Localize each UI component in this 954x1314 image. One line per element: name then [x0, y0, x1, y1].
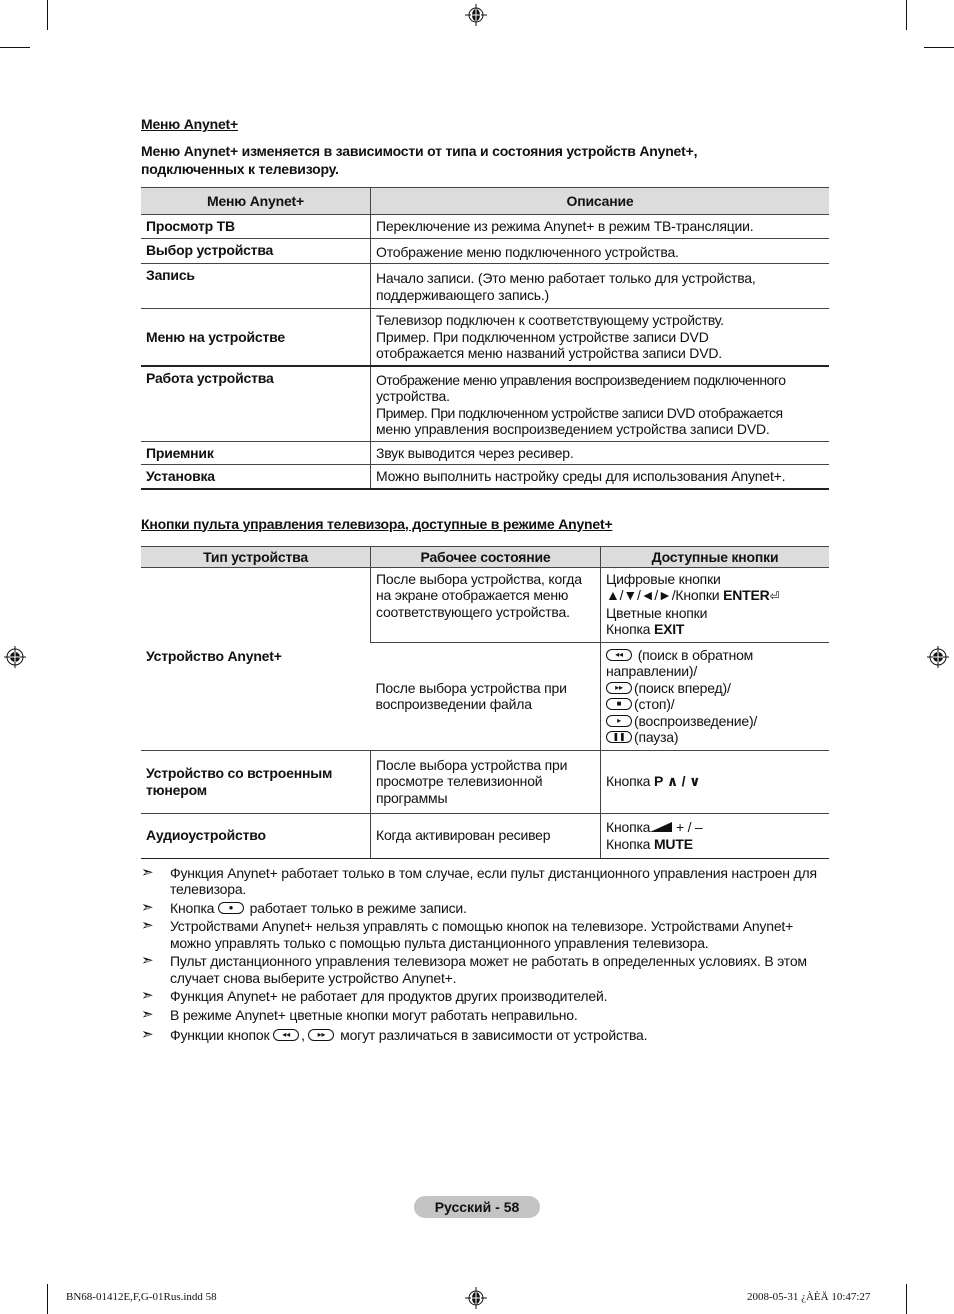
note-text: могут различаться в зависимости от устройства. [336, 1027, 648, 1043]
table-row [141, 264, 829, 309]
volume-icon [650, 822, 672, 832]
crop-mark [0, 47, 30, 48]
menu-item-name: Выбор устройства [141, 238, 371, 264]
menu-item-name: Запись [141, 264, 371, 309]
print-slug-timestamp: 2008-05-31 ¿ÀÈÄ 10:47:27 [747, 1291, 871, 1303]
table-header-row [141, 546, 829, 567]
note-item [141, 900, 829, 917]
menu-item-desc [371, 309, 830, 366]
note-arrow-icon: ➣ [141, 898, 154, 916]
button-line [606, 680, 824, 697]
desc-line: Начало записи. (Это меню работает только для устройства, [376, 270, 756, 286]
rewind-icon: ◂◂ [606, 649, 632, 661]
available-buttons [601, 813, 830, 858]
menu-item-name: Установка [141, 465, 371, 489]
note-item [141, 988, 829, 1005]
table-row [141, 567, 829, 642]
button-line [606, 819, 824, 836]
enter-button-label: ENTER [723, 587, 770, 603]
button-line: Цифровые кнопки [606, 570, 721, 587]
chevron-down-icon: ∨ [689, 773, 701, 790]
button-desc: (поиск вперед)/ [634, 679, 731, 696]
button-line [606, 647, 824, 680]
desc-line: отображается меню названий устройства записи DVD. [376, 345, 722, 361]
pause-icon: ❚❚ [606, 731, 632, 743]
desc-line: устройства. [376, 388, 450, 404]
chevron-up-icon: ∧ [666, 773, 678, 790]
note-item [141, 918, 829, 951]
page-number-badge: Русский - 58 [414, 1196, 540, 1218]
separator: / [677, 773, 690, 790]
crop-mark [924, 47, 954, 48]
note-item [141, 1007, 829, 1024]
table-row [141, 813, 829, 858]
menu-item-desc [371, 366, 830, 442]
anynet-menu-table [141, 187, 829, 490]
note-arrow-icon: ➣ [141, 863, 154, 881]
button-line [606, 621, 824, 638]
table-header-row [141, 188, 829, 215]
note-text: Функции кнопок [170, 1027, 274, 1043]
operating-state: После выбора устройства при воспроизведении файла [371, 642, 601, 750]
button-prefix: Кнопка [606, 819, 651, 835]
menu-item-desc: Переключение из режима Anynet+ в режим ТВ-трансляции. [371, 215, 830, 239]
registration-mark-icon [4, 646, 26, 668]
registration-mark-icon [465, 1287, 487, 1309]
operating-state: После выбора устройства при просмотре телевизионной программы [371, 750, 601, 813]
note-arrow-icon: ➣ [141, 952, 154, 969]
menu-item-name: Приемник [141, 441, 371, 465]
crop-mark [47, 0, 48, 30]
available-buttons [601, 750, 830, 813]
column-header: Доступные кнопки [601, 546, 830, 567]
intro-text [141, 142, 829, 178]
note-item [141, 865, 829, 898]
available-buttons [601, 642, 830, 750]
mute-button-label: MUTE [653, 835, 693, 852]
note-item [141, 953, 829, 986]
record-icon: ● [218, 902, 244, 914]
note-arrow-icon: ➣ [141, 1005, 154, 1023]
note-text: , [301, 1027, 309, 1043]
menu-item-name: Работа устройства [141, 366, 371, 442]
button-line [606, 836, 824, 853]
note-text: Кнопка [170, 899, 218, 916]
note-arrow-icon: ➣ [141, 1026, 154, 1043]
enter-icon: ⏎ [769, 589, 780, 603]
button-desc: (поиск в обратном направлении)/ [606, 646, 754, 679]
menu-item-name: Меню на устройстве [141, 309, 371, 366]
table-row [141, 238, 829, 264]
registration-mark-icon [465, 4, 487, 26]
volume-label: + / – [672, 819, 703, 835]
channel-button-label: P [653, 773, 664, 790]
button-desc: (воспроизведение)/ [634, 712, 758, 729]
device-type: Устройство со встроенным тюнером [141, 750, 371, 813]
device-type: Аудиоустройство [141, 813, 371, 858]
intro-line: Меню Anynet+ изменяется в зависимости от типа и состояния устройств Anynet+, [141, 143, 698, 159]
section-heading-anynet-menu: Меню Anynet+ [141, 116, 238, 132]
note-text: Функция Anynet+ не работает для продуктов других производителей. [170, 988, 608, 1004]
menu-item-name: Просмотр ТВ [141, 215, 371, 239]
stop-icon: ■ [606, 698, 632, 710]
registration-mark-icon [927, 646, 949, 668]
desc-line: Пример. При подключенном устройстве записи DVD отображается [376, 404, 783, 421]
button-line [606, 729, 824, 746]
note-arrow-icon: ➣ [141, 917, 154, 934]
arrow-buttons-label: ▲/▼/◄/►/Кнопки [606, 587, 724, 603]
menu-item-desc: Отображение меню подключенного устройства. [371, 238, 830, 264]
print-slug-filename: BN68-01412E,F,G-01Rus.indd 58 [66, 1291, 217, 1303]
button-line [606, 696, 824, 713]
crop-mark [906, 0, 907, 30]
menu-item-desc [371, 264, 830, 309]
desc-line: поддерживающего запись.) [376, 286, 549, 303]
note-text: работает только в режиме записи. [245, 899, 467, 916]
crop-mark [47, 1284, 48, 1314]
table-row [141, 465, 829, 489]
button-prefix: Кнопка [606, 621, 654, 637]
crop-mark [906, 1284, 907, 1314]
table-row [141, 441, 829, 465]
fast-forward-icon: ▸▸ [606, 682, 632, 694]
notes-list [141, 865, 829, 1044]
table-row [141, 366, 829, 442]
fast-forward-icon: ▸▸ [308, 1029, 334, 1041]
button-desc: (пауза) [634, 729, 679, 745]
menu-item-desc: Звук выводится через ресивер. [371, 441, 830, 465]
desc-line: Телевизор подключен к соответствующему устройству. [376, 312, 724, 328]
column-header: Рабочее состояние [371, 546, 601, 567]
page-content [141, 116, 829, 1046]
note-item [141, 1027, 829, 1044]
operating-state: После выбора устройства, когда на экране отображается меню соответствующего устройства. [371, 567, 601, 642]
desc-line: Пример. При подключенном устройстве записи DVD [376, 328, 709, 345]
button-line: Цветные кнопки [606, 604, 708, 621]
rewind-icon: ◂◂ [273, 1029, 299, 1041]
button-desc: (стоп)/ [634, 696, 675, 712]
operating-state: Когда активирован ресивер [371, 813, 601, 858]
column-header: Меню Anynet+ [141, 188, 371, 215]
table-row [141, 215, 829, 239]
button-line [606, 587, 824, 605]
note-text: Пульт дистанционного управления телевизора может не работать в определенных условиях. В этом случает снова выберите устройство Anynet+. [170, 953, 807, 986]
desc-line: Отображение меню управления воспроизведением подключенного [376, 371, 786, 388]
play-icon: ▸ [606, 715, 632, 727]
menu-item-desc: Можно выполнить настройку среды для использования Anynet+. [371, 465, 830, 489]
available-buttons [601, 567, 830, 642]
note-text: В режиме Anynet+ цветные кнопки могут работать неправильно. [170, 1006, 578, 1023]
desc-line: меню управления воспроизведением устройства записи DVD. [376, 421, 770, 437]
note-arrow-icon: ➣ [141, 987, 154, 1004]
table-row [141, 750, 829, 813]
button-prefix: Кнопка [606, 835, 654, 852]
intro-line: подключенных к телевизору. [141, 161, 339, 177]
device-type: Устройство Anynet+ [141, 567, 371, 750]
column-header: Описание [371, 188, 830, 215]
button-line [606, 713, 824, 730]
column-header: Тип устройства [141, 546, 371, 567]
button-prefix: Кнопка [606, 773, 654, 790]
note-text: Устройствами Anynet+ нельзя управлять с помощью кнопок на телевизоре. Устройствами Anynet+ можно управлять только с помощью пульта дистанционного управления телевизора. [170, 918, 794, 951]
table-row [141, 309, 829, 366]
exit-button-label: EXIT [653, 621, 685, 637]
section-heading-remote-buttons: Кнопки пульта управления телевизора, доступные в режиме Anynet+ [141, 515, 613, 532]
remote-buttons-table [141, 546, 829, 859]
note-text: Функция Anynet+ работает только в том случае, если пульт дистанционного управления настроен для телевизора. [170, 864, 817, 897]
